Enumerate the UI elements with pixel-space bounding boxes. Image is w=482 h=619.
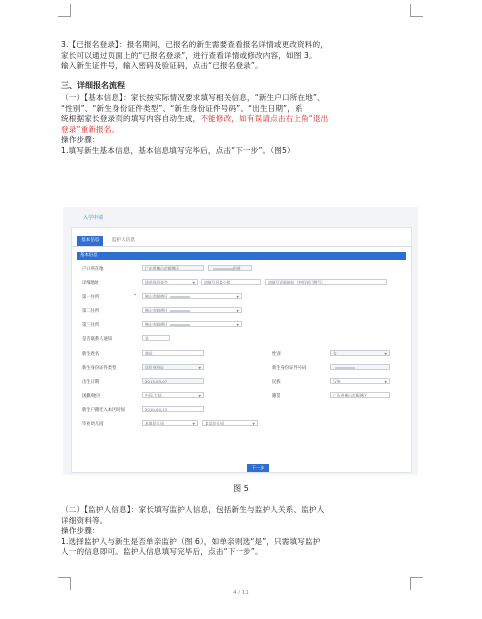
field-value: 街道 [233,266,241,271]
chevron-down-icon: ▼ [384,352,387,356]
field-value: 是 [145,336,149,341]
field-label: 毕业幼儿园 [82,422,104,427]
section-title-bar: 基本信息 [77,252,406,260]
kindergarten-type-select[interactable] [142,420,198,426]
warning-text: 不能修改，如有误请点击右上角“退出 [200,114,329,124]
figure-caption: 图 5 [233,484,249,493]
redacted-block [213,268,233,271]
chevron-down-icon: ▼ [236,295,239,299]
chevron-down-icon: ▼ [198,366,201,370]
field-value: 测试 [145,351,153,356]
crop-mark-bottom-left [58,577,71,590]
address-group-input[interactable] [201,279,261,285]
native-place-input[interactable] [330,392,390,398]
move-in-date-input[interactable] [142,406,204,412]
student-name-input[interactable] [142,350,204,356]
required-marker: * [134,293,136,298]
text-line: 人一的信息即可。监护人信息填写完毕后，点击“下一步”。 [61,547,263,557]
field-value: 请填写详细地址（村组到门牌号） [268,280,325,285]
chevron-down-icon: ▼ [198,394,201,398]
contact-notify-select[interactable] [142,335,170,341]
ethnicity-select[interactable] [330,378,390,384]
field-value: 请填写居委小组 [204,280,231,285]
text-line: 3.【已报名登录】：报名期间，已报名的新生需要查看报名详情或更改资料的， [61,40,329,49]
field-value: 佛山市顺德区 [145,294,168,299]
field-value: 佛山市顺德区 [145,322,168,327]
address-detail-input[interactable] [265,279,387,285]
chevron-down-icon: ▼ [192,281,195,285]
field-label: 新生身份证件号码 [272,366,307,371]
field-label: 第一住所 [82,295,100,300]
field-label: 国籍/地区 [82,394,101,399]
field-label: 是否联系人通知 [82,337,113,342]
field-value: 广东省佛山市顺德区 [333,393,368,398]
page-number: 4 / 11 [233,590,249,596]
text-line: “性别”、“新生身份证件类型”、“新生身份证件号码”、“出生日期”，系 [61,103,303,113]
figure-5-screenshot [63,207,418,475]
text-span: 统根据家长登录页的填写内容自动生成， [61,114,201,124]
residence-2-select[interactable] [142,307,242,313]
chevron-down-icon: ▼ [236,323,239,327]
field-label: 出生日期 [82,380,100,385]
hukou-select[interactable] [142,265,204,271]
text-line: 1.填写新生基本信息，基本信息填写完毕后，点击“下一步”。（图5） [61,145,295,155]
tab-basic-info[interactable]: 基本信息 [77,236,103,246]
field-label: 新生身份证件类型 [82,366,117,371]
next-step-button[interactable]: 下一步 [247,464,269,472]
text-line: 详细资料等。 [61,515,108,525]
tab-guardian-info[interactable]: 监护人信息 [112,238,135,243]
warning-text: 登录”重新报名。 [61,124,120,134]
field-label: 第二住所 [82,309,100,314]
text-line [61,114,423,125]
crop-mark-top-right [410,4,423,17]
field-label: 性别 [272,352,281,357]
tab-bar [72,236,411,247]
redacted-block [170,310,190,313]
field-value: 请选择居委会 [145,280,168,285]
field-value: 本镇幼儿园 [145,421,164,426]
crop-mark-bottom-right [410,577,423,590]
hukou-street-select[interactable] [208,265,252,271]
birth-date-input[interactable] [142,378,204,384]
field-value: 广东省佛山市顺德区 [145,266,180,271]
address-committee-select[interactable] [142,279,198,285]
chevron-down-icon: ▼ [192,422,195,426]
field-label: 新生姓名 [82,352,100,357]
kindergarten-select[interactable] [202,420,258,426]
form-card [71,227,412,473]
crop-mark-top-left [58,4,71,17]
field-value: 女 [333,351,337,356]
text-line: （一）【基本信息】：家长按实际情况要求填写相关信息，“新生户口所在地”、 [61,93,325,102]
nationality-select[interactable] [142,392,204,398]
text-line: 家长可以通过页面上的“已报名登录”，进行查看详情或修改内容，如图 3。 [61,50,317,60]
paragraph-guardian-info [61,505,423,558]
text-line: 输入新生证件号，输入密码及验证码，点击“已报名登录”。 [61,61,263,71]
paragraph-basic-info [61,93,423,157]
text-line: 操作步骤： [61,526,100,536]
field-value: 佛山市顺德区 [145,308,168,313]
redacted-block [170,296,190,299]
field-value: 汉族 [333,379,341,384]
residence-1-select[interactable] [142,293,242,299]
field-value: 2013-03-07 [145,379,168,384]
field-label: 详细地址 [82,281,100,286]
field-value: 2010-04-13 [145,407,168,412]
field-value: 某某幼儿园 [205,421,224,426]
id-type-select[interactable] [142,364,204,370]
field-label: 新生户籍迁入本区时间 [82,408,125,413]
redacted-block [170,324,190,327]
text-line: 操作步骤： [61,135,100,145]
breadcrumb[interactable]: 入学申请 [83,215,104,221]
gender-select[interactable] [330,350,390,356]
chevron-down-icon: ▼ [384,380,387,384]
field-value: 中国-大陆 [145,393,162,398]
chevron-down-icon: ▼ [236,309,239,313]
section-heading: 三、详细报名流程 [61,81,125,90]
field-label: 民族 [272,380,281,385]
field-label: 籍贯 [272,394,281,399]
residence-3-select[interactable] [142,321,242,327]
field-label: 第三住所 [82,323,100,328]
redacted-block [335,367,355,370]
field-value: 居民身份证 [145,365,164,370]
field-label: 户口所在地 [82,267,104,272]
chevron-down-icon: ▼ [252,422,255,426]
paragraph-logged-in [61,40,423,72]
text-line: 1.选择监护人与新生是否单亲监护（图 6），如单亲则选“是”，只需填写监护 [61,536,321,546]
id-number-input[interactable] [330,364,390,370]
text-line: （二）【监护人信息】：家长填写监护人信息，包括新生与监护人关系、监护人 [61,505,325,514]
